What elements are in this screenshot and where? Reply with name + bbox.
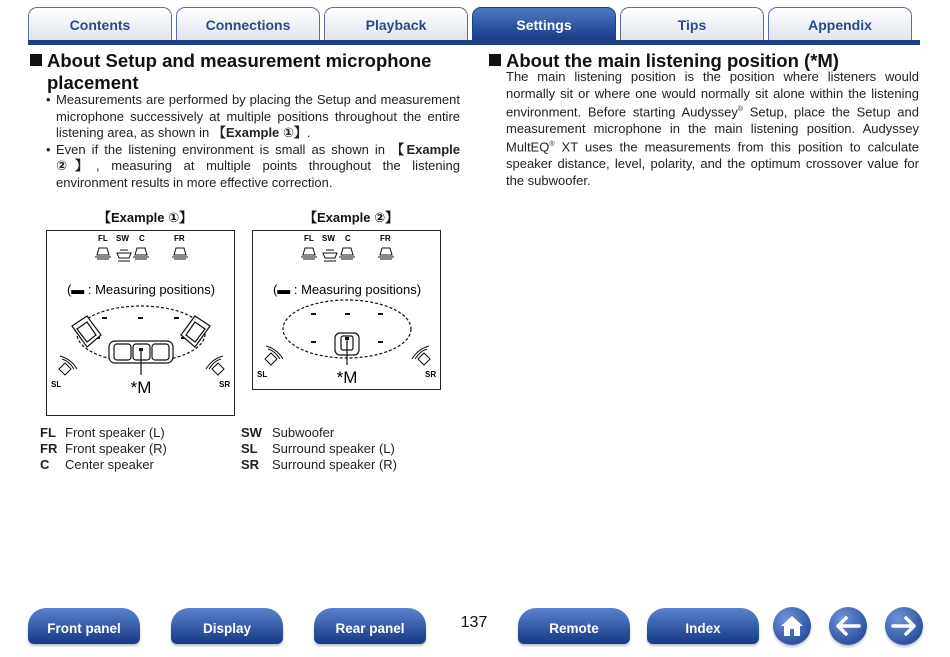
- para-part1: The main listening position is the position where listeners would normally sit or where one would normally sit alone within the listening environment. Before starting Audyssey: [506, 69, 919, 120]
- sw-speaker-icon: [117, 250, 131, 261]
- sl-speaker-icon: [265, 346, 283, 365]
- tab-appendix[interactable]: Appendix: [768, 7, 912, 41]
- sl-speaker-icon: [59, 356, 77, 375]
- fl-speaker-icon: [95, 248, 111, 259]
- legend-desc: Surround speaker (L): [272, 441, 395, 456]
- bullet2-end: , measuring at multiple points throughout the listening environment results in more effective correction.: [56, 158, 460, 190]
- example2-diagram: [252, 230, 441, 390]
- para-part3: XT uses the measurements from this position to calculate speaker distance, level, polarity, and the optimum crossover value for the subwoofer.: [506, 139, 919, 188]
- label-c: C: [345, 234, 351, 243]
- label-sr: SR: [219, 380, 231, 389]
- example1-title: 【Example ①】: [98, 210, 193, 225]
- remote-button[interactable]: Remote: [518, 608, 630, 644]
- example1-diagram: [46, 230, 235, 416]
- legend-desc: Surround speaker (R): [272, 457, 397, 472]
- home-button[interactable]: [773, 607, 811, 645]
- c-speaker-icon: [133, 248, 149, 259]
- legend-desc: Center speaker: [65, 457, 154, 472]
- forward-button[interactable]: [885, 607, 923, 645]
- sw-speaker-icon: [323, 250, 337, 261]
- back-button[interactable]: [829, 607, 867, 645]
- legend-row: [40, 425, 167, 441]
- fr-speaker-icon: [172, 248, 188, 259]
- legend-row: [40, 457, 167, 473]
- square-bullet-icon: [489, 54, 501, 66]
- example1-svg: [47, 231, 236, 417]
- label-sr: SR: [425, 370, 437, 379]
- label-sw: SW: [116, 234, 129, 243]
- example2-svg: [253, 231, 442, 391]
- tab-contents[interactable]: Contents: [28, 7, 172, 41]
- registered-mark: ®: [737, 106, 744, 113]
- bullet-item-1: [46, 92, 460, 142]
- listening-position-paragraph: [506, 69, 919, 189]
- heading-text: About the main listening position (*M): [506, 50, 839, 71]
- tab-tips[interactable]: Tips: [620, 7, 764, 41]
- example1-link[interactable]: 【Example ①】: [212, 125, 307, 140]
- square-bullet-icon: [30, 54, 42, 66]
- home-icon: [779, 614, 805, 638]
- c-speaker-icon: [339, 248, 355, 259]
- legend-row: [241, 457, 397, 473]
- bullet1-end: .: [306, 125, 311, 140]
- tab-settings[interactable]: Settings: [472, 7, 616, 41]
- legend-abbr: FR: [40, 441, 58, 456]
- fl-speaker-icon: [301, 248, 317, 259]
- heading-line2: placement: [47, 72, 139, 93]
- example2-link[interactable]: 【Example ②】: [56, 141, 460, 173]
- rear-panel-button[interactable]: Rear panel: [314, 608, 426, 644]
- label-sl: SL: [257, 370, 268, 379]
- measuring-positions-label: (▬ : Measuring positions): [66, 282, 216, 297]
- measurement-bullets: [46, 92, 460, 191]
- front-panel-button[interactable]: Front panel: [28, 608, 140, 644]
- legend-abbr: FL: [40, 425, 56, 440]
- legend-row: [241, 441, 397, 457]
- legend-row: [241, 425, 397, 441]
- label-fr: FR: [174, 234, 185, 243]
- legend-abbr: SR: [241, 457, 260, 472]
- tab-playback[interactable]: Playback: [324, 7, 468, 41]
- legend-abbr: SW: [241, 425, 262, 440]
- legend-desc: Subwoofer: [272, 425, 335, 440]
- tab-underline: [28, 40, 920, 45]
- fr-speaker-icon: [378, 248, 394, 259]
- label-fr: FR: [380, 234, 391, 243]
- index-button[interactable]: Index: [647, 608, 759, 644]
- legend-desc: Front speaker (L): [65, 425, 165, 440]
- sr-speaker-icon: [412, 346, 430, 365]
- display-button[interactable]: Display: [171, 608, 283, 644]
- page-number: 137: [460, 614, 488, 631]
- example2-title: 【Example ②】: [304, 210, 399, 225]
- legend-abbr: SL: [241, 441, 258, 456]
- legend-desc: Front speaker (R): [65, 441, 167, 456]
- label-sw: SW: [322, 234, 335, 243]
- label-fl: FL: [304, 234, 314, 243]
- legend-left: [40, 425, 167, 473]
- heading-line1: About Setup and measurement microphone: [47, 50, 432, 71]
- measuring-positions-label: (▬ : Measuring positions): [272, 282, 422, 297]
- bullet1-text: Measurements are performed by placing the Setup and measurement microphone successively at multiple positions throughout the entire listening area, as shown in: [56, 92, 460, 140]
- arrow-left-icon: [835, 616, 861, 636]
- label-sl: SL: [51, 380, 62, 389]
- tab-connections[interactable]: Connections: [176, 7, 320, 41]
- mic-position-label: *M: [336, 368, 358, 387]
- registered-mark: ®: [549, 141, 555, 149]
- para-part2: Setup, place the Setup and measurement microphone in the main listening position. Audyssey MultEQ: [506, 104, 920, 155]
- bullet-item-2: [46, 142, 460, 192]
- legend-row: [40, 441, 167, 457]
- left-section-heading: [30, 50, 470, 94]
- legend-abbr: C: [40, 457, 50, 472]
- arrow-right-icon: [891, 616, 917, 636]
- mic-position-label: *M: [130, 378, 152, 397]
- bullet2-text: Even if the listening environment is small as shown in: [56, 141, 392, 157]
- label-fl: FL: [98, 234, 108, 243]
- label-c: C: [139, 234, 145, 243]
- sr-speaker-icon: [206, 356, 224, 375]
- legend-right: [241, 425, 397, 473]
